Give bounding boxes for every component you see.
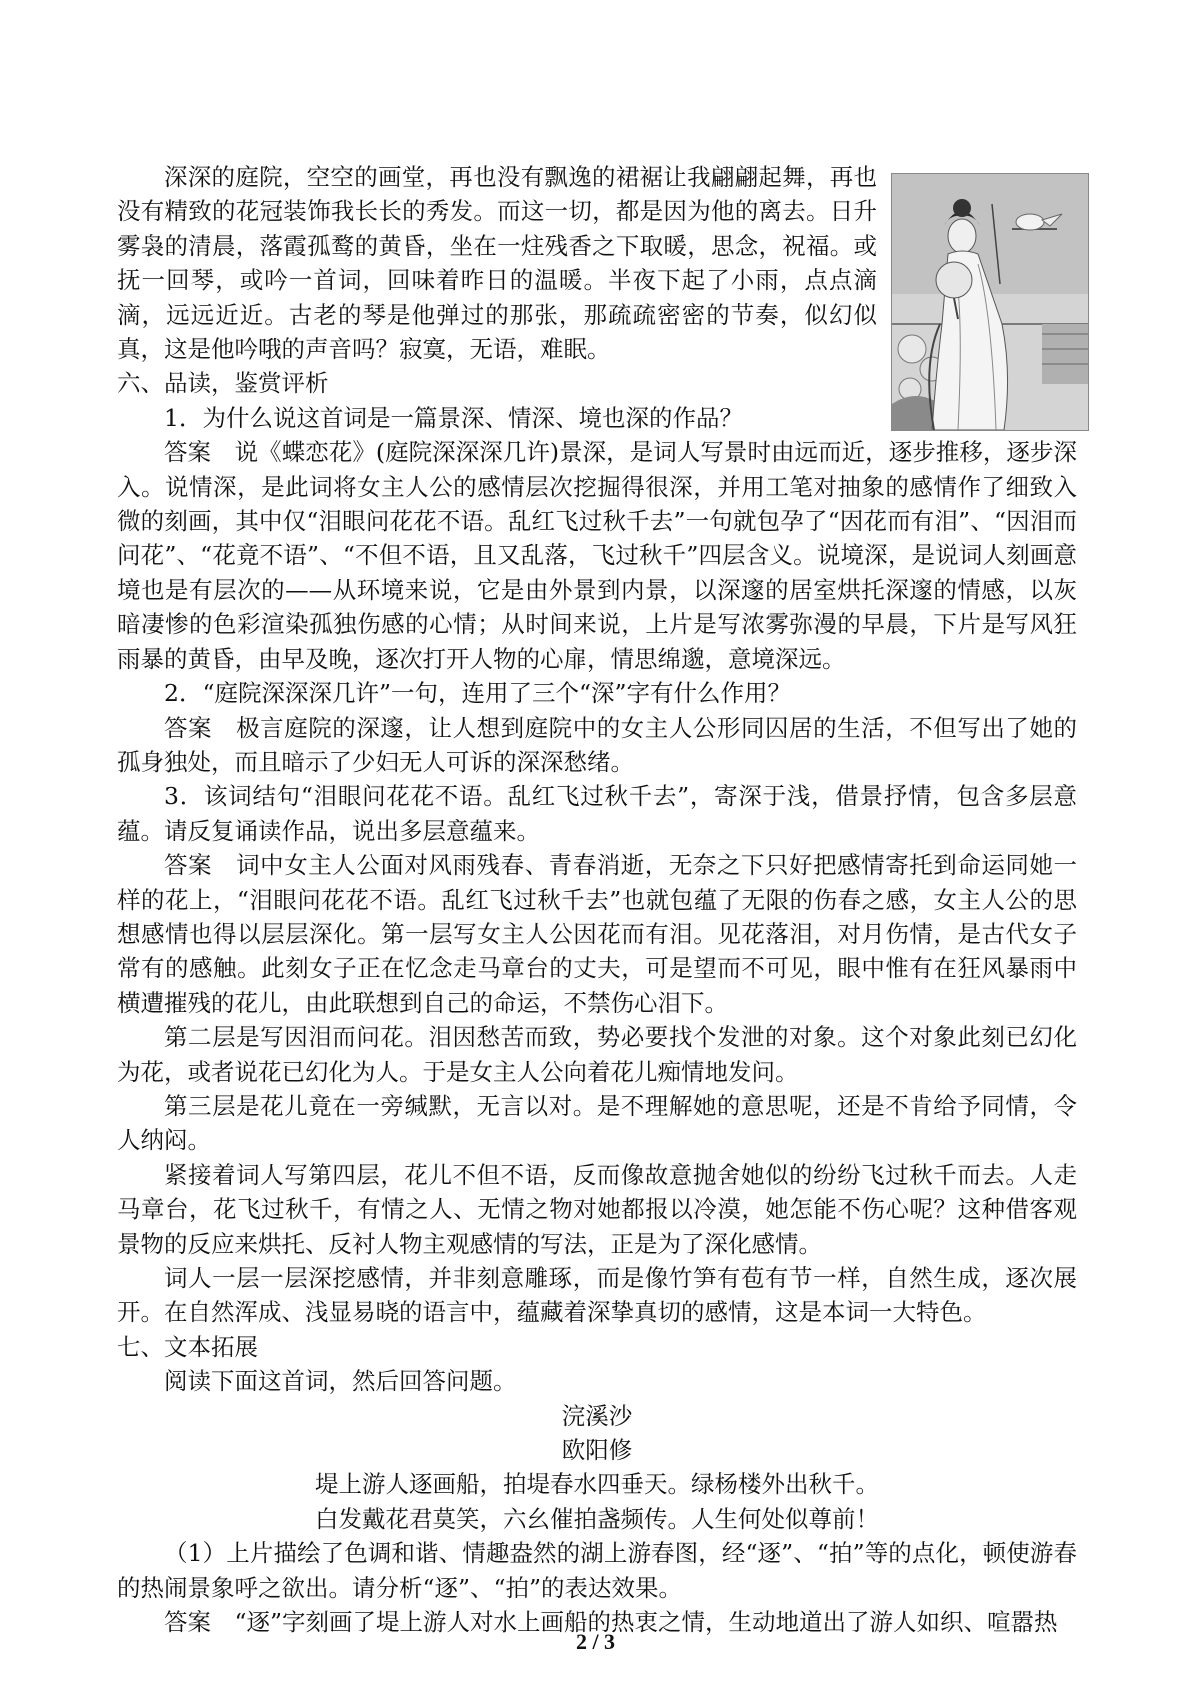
poem-author: 欧阳修 [561, 1436, 633, 1465]
answer-2: 答案 极言庭院的深邃，让人想到庭院中的女主人公形同囚居的生活，不但写出了她的孤身独处，而且暗示了少妇无人可诉的深深愁绪。 [117, 713, 1077, 776]
section-title: 六、品读，鉴赏评析 [117, 369, 329, 398]
question-4: （1）上片描绘了色调和谐、情趣盎然的湖上游春图，经“逐”、“拍”等的点化，顿使游春的热闹景象呼之欲出。请分析“逐”、“拍”的表达效果。 [117, 1539, 1077, 1602]
page-number: 2 / 3 [575, 1629, 616, 1654]
question-3: 3．该词结句“泪眼问花花不语。乱红飞过秋千去”，寄深于浅，借景抒情，包含多层意蕴。请反复诵读作品，说出多层意蕴来。 [117, 782, 1077, 845]
poem-line: 堤上游人逐画船，拍堤春水四垂天。绿杨楼外出秋千。 [315, 1470, 879, 1499]
poem-line: 白发戴花君莫笑，六幺催拍盏频传。人生何处似尊前！ [315, 1504, 879, 1533]
answer-3-paragraph: 答案 词中女主人公面对风雨残春、青春消逝，无奈之下只好把感情寄托到命运同她一样的花上，“泪眼问花花不语。乱红飞过秋千去”也就包蕴了无限的伤春之感，女主人公的思想感情也得以层层深化。第一层写女主人公因花而有泪。见花落泪，对月伤情，是古代女子常有的感触。此刻女子正在忆念走马章台的丈夫，可是望而不可见，眼中惟有在狂风暴雨中横遭摧残的花儿，由此联想到自己的命运，不禁伤心泪下。 [117, 851, 1077, 1017]
answer-3-paragraph: 第二层是写因泪而问花。泪因愁苦而致，势必要找个发泄的对象。这个对象此刻已幻化为花，或者说花已幻化为人。于是女主人公向着花儿痴情地发问。 [117, 1023, 1077, 1086]
passage-paragraph: 深深的庭院，空空的画堂，再也没有飘逸的裙裾让我翩翩起舞，再也没有精致的花冠装饰我长长的秀发。而这一切，都是因为他的离去。日升雾袅的清晨，落霞孤鹜的黄昏，坐在一炷残香之下取暖，思念，祝福。或抚一回琴，或吟一首词，回味着昨日的温暖。半夜下起了小雨，点点滴滴，远远近近。古老的琴是他弹过的那张，那疏疏密密的节奏，似幻似真，这是他吟哦的声音吗？寂寞，无语，难眠。 [117, 163, 877, 364]
section-title: 七、文本拓展 [117, 1332, 258, 1361]
question-1: 1．为什么说这首词是一篇景深、情深、境也深的作品？ [164, 403, 743, 432]
answer-4: 答案 “逐”字刻画了堤上游人对水上画船的热衷之情，生动地道出了游人如织、喧嚣热 [164, 1608, 1058, 1637]
answer-3-paragraph: 第三层是花儿竟在一旁缄默，无言以对。是不理解她的意思呢，还是不肯给予同情，令人纳闷。 [117, 1091, 1077, 1155]
main-text [117, 160, 1077, 1639]
question-2: 2．“庭院深深深几许”一句，连用了三个“深”字有什么作用？ [164, 679, 792, 708]
answer-3-paragraph: 紧接着词人写第四层，花儿不但不语，反而像故意抛舍她似的纷纷飞过秋千而去。人走马章台，花飞过秋千，有情之人、无情之物对她都报以冷漠，她怎能不伤心呢？这种借客观景物的反应来烘托、反衬人物主观感情的写法，正是为了深化感情。 [117, 1160, 1077, 1258]
answer-3-paragraph: 词人一层一层深挖感情，并非刻意雕琢，而是像竹笋有苞有节一样，自然生成，逐次展开。在自然浑成、浅显易晓的语言中，蕴藏着深挚真切的感情，这是本词一大特色。 [117, 1264, 1077, 1327]
poem-title: 浣溪沙 [561, 1401, 633, 1430]
answer-1: 答案 说《蝶恋花》(庭院深深深几许)景深，是词人写景时由远而近，逐步推移，逐步深入。说情深，是此词将女主人公的感情层次挖掘得很深，并用工笔对抽象的感情作了细致入微的刻画，其中仅“泪眼问花花不语。乱红飞过秋千去”一句就包孕了“因花而有泪”、“因泪而问花”、“花竟不语”、“不但不语，且又乱落，飞过秋千”四层含义。说境深，是说词人刻画意境也是有层次的——从环境来说，它是由外景到内景，以深邃的居室烘托深邃的情感，以灰暗凄惨的色彩渲染孤独伤感的心情；从时间来说，上片是写浓雾弥漫的早晨，下片是写风狂雨暴的黄昏，由早及晚，逐次打开人物的心扉，情思绵邈，意境深远。 [117, 438, 1077, 673]
reading-instruction: 阅读下面这首词，然后回答问题。 [164, 1367, 517, 1396]
